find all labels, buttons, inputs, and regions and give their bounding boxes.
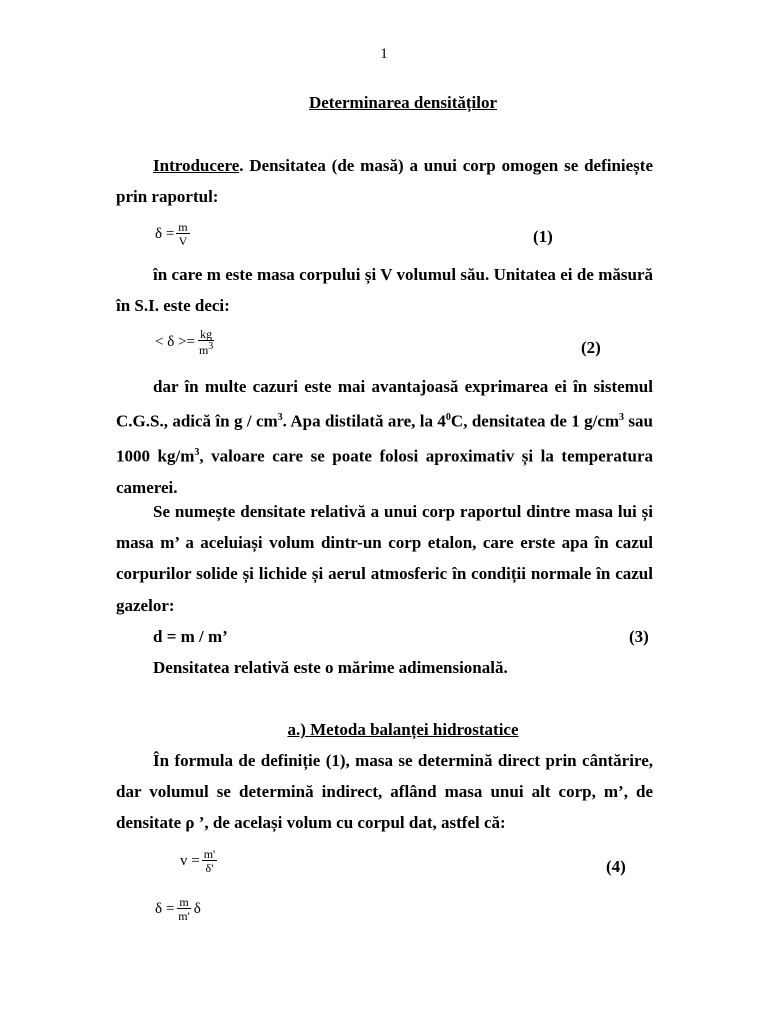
eq5-rhs: δ xyxy=(193,900,201,917)
paragraph-4: Densitatea relativă este o mărime adimensională. xyxy=(153,658,508,677)
intro-text: . Densitatea (de masă) a unui corp omogen se definiește prin raportul: xyxy=(116,156,653,207)
equation-1 xyxy=(155,221,192,247)
section-a-title: a.) Metoda balanței hidrostatice xyxy=(287,720,519,739)
eq1-fraction xyxy=(176,221,189,247)
eq4-lhs: v = xyxy=(180,852,200,869)
p2-sup3: 3 xyxy=(619,412,625,424)
eq4-numerator: m' xyxy=(203,847,216,861)
eq2-denominator-exponent: 3 xyxy=(208,341,214,352)
intro-paragraph xyxy=(116,150,653,212)
p2-e: , valoare care se poate folosi aproximativ și la temperatura camerei. xyxy=(116,446,653,497)
eq5-denominator: m' xyxy=(178,909,190,923)
eq2-denominator-base: m xyxy=(198,343,209,357)
p2-sup4: 3 xyxy=(194,447,200,459)
paragraph-2 xyxy=(116,371,653,503)
eq1-number: (1) xyxy=(533,227,553,246)
eq2-numerator: kg xyxy=(200,327,213,341)
intro-label: Introducere xyxy=(153,156,240,175)
p2-b: . Apa distilată are, la 4 xyxy=(282,411,446,431)
equation-4 xyxy=(180,848,219,874)
eq4-denominator: δ' xyxy=(205,861,214,875)
eq4-number: (4) xyxy=(606,857,626,876)
equation-3: d = m / m’ xyxy=(153,627,228,646)
p2-a: dar în multe cazuri este mai avantajoasă exprimarea ei în sistemul C.G.S., adică în g / cm xyxy=(116,377,653,431)
page-number: 1 xyxy=(380,46,388,62)
eq5-numerator: m xyxy=(179,895,189,909)
document-title: Determinarea densităților xyxy=(308,93,498,112)
eq3-number: (3) xyxy=(629,627,649,646)
paragraph-3: Se numește densitate relativă a unui corp raportul dintre masa lui și masa m’ a aceluiași volum dintr-un corp etalon, care erste apa în cazul corpurilor solide și lichide și aerul atmosferic în condiții normale în cazul gazelor: xyxy=(116,502,653,615)
eq2-fraction xyxy=(197,328,215,356)
eq2-lhs: < δ >= xyxy=(155,333,195,350)
p2-sup1: 3 xyxy=(277,412,283,424)
eq2-number: (2) xyxy=(581,338,601,357)
eq5-fraction xyxy=(176,896,192,922)
equation-5 xyxy=(155,896,201,922)
p2-sup2: 0 xyxy=(445,412,451,424)
eq1-numerator: m xyxy=(178,220,188,234)
eq2-denominator xyxy=(197,341,215,356)
eq5-lhs: δ = xyxy=(155,900,175,917)
p2-d: sau 1000 kg/m xyxy=(116,411,653,466)
eq1-lhs: δ = xyxy=(155,225,175,242)
p2-c: C, densitatea de 1 g/cm xyxy=(450,411,620,431)
paragraph-5: În formula de definiție (1), masa se determină direct prin cântărire, dar volumul se determină indirect, aflând masa unui alt corp, m’, de densitate ρ ’, de același volum cu corpul dat, astfel că: xyxy=(116,751,653,833)
equation-2 xyxy=(155,328,217,356)
eq1-denominator: V xyxy=(178,234,188,248)
paragraph-1: în care m este masa corpului și V volumul său. Unitatea ei de măsură în S.I. este deci: xyxy=(116,265,653,316)
eq4-fraction xyxy=(202,848,218,874)
